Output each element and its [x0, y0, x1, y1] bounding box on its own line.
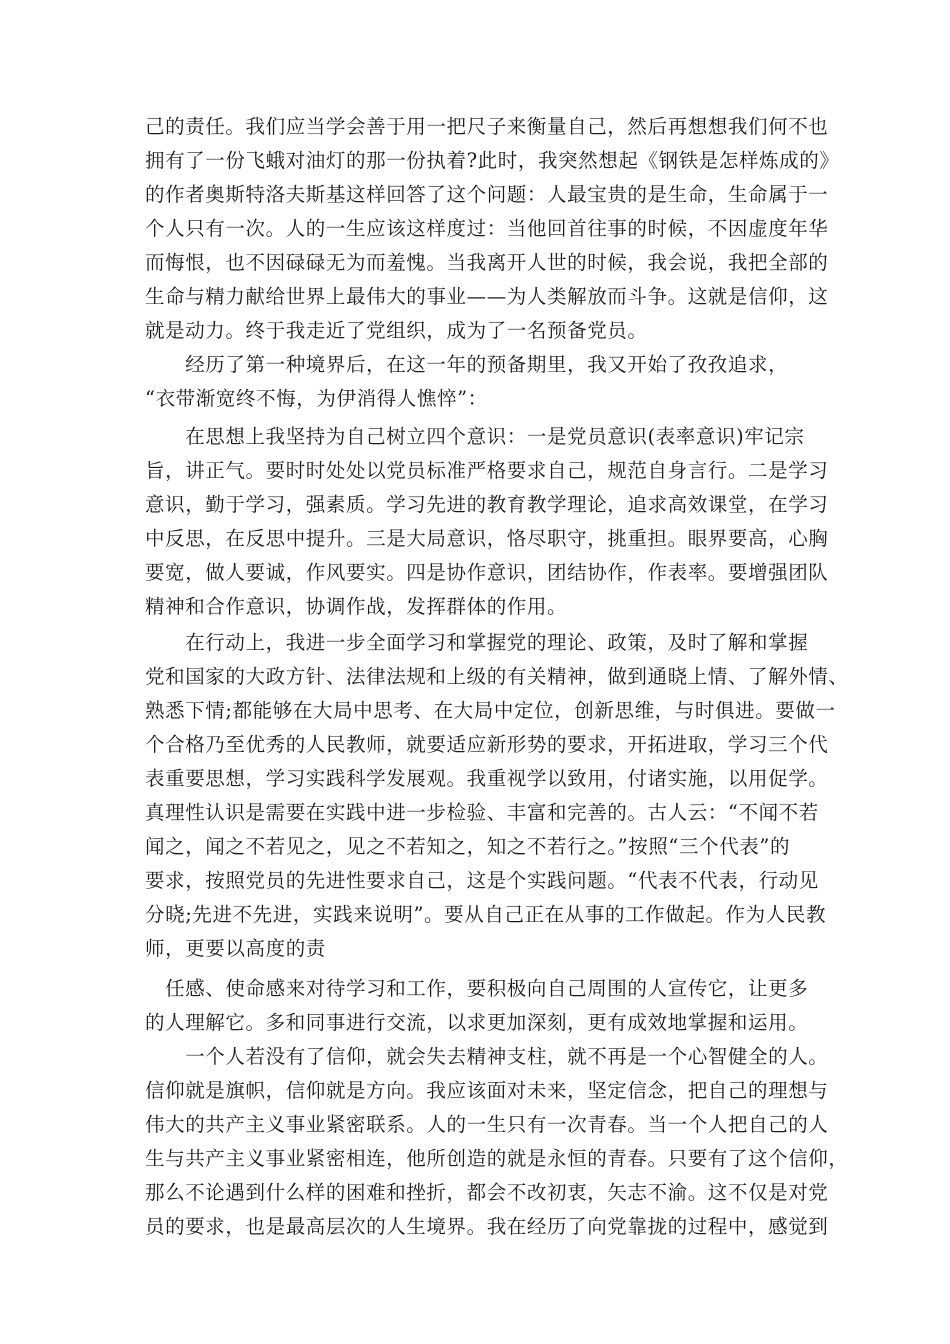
text-line: 精神和合作意识，协调作战，发挥群体的作用。 — [145, 595, 568, 618]
text-line: 经历了第一种境界后，在这一年的预备期里，我又开始了孜孜追求， — [145, 353, 789, 376]
text-line: 一个人若没有了信仰，就会失去精神支柱，就不再是一个心智健全的人。 — [145, 1045, 829, 1068]
text-line: 在思想上我坚持为自己树立四个意识：一是党员意识(表率意识)牢记宗 — [145, 425, 805, 448]
text-line: 意识，勤于学习，强素质。学习先进的教育教学理论，追求高效课堂，在学习 — [145, 493, 829, 516]
paragraph-3 — [145, 420, 828, 624]
text-line: 拥有了一份飞蛾对油灯的那一份执着?此时，我突然想起《钢铁是怎样炼成的》 — [145, 149, 840, 172]
paragraph-1 — [145, 110, 839, 348]
text-line: 那么不论遇到什么样的困难和挫折，都会不改初衷，矢志不渝。这不仅是对党 — [145, 1181, 829, 1204]
text-line: 员的要求，也是最高层次的人生境界。我在经历了向党靠拢的过程中，感觉到 — [145, 1215, 829, 1238]
text-line: 师，更要以高度的责 — [145, 937, 326, 960]
text-line: 己的责任。我们应当学会善于用一把尺子来衡量自己，然后再想想我们何不也 — [145, 115, 829, 138]
text-line: 闻之，闻之不若见之，见之不若知之，知之不若行之。”按照“三个代表”的 — [145, 835, 791, 858]
text-line: 要宽，做人要诚，作风要实。四是协作意识，团结协作，作表率。要增强团队 — [145, 561, 829, 584]
text-line: 个人只有一次。人的一生应该这样度过：当他回首往事的时候，不因虚度年华 — [145, 217, 829, 240]
text-line: 生与共产主义事业紧密相连，他所创造的就是永恒的青春。只要有了这个信仰， — [145, 1147, 849, 1170]
paragraph-4 — [145, 626, 849, 966]
text-line: 分晓;先进不先进，实践来说明”。要从自己正在从事的工作做起。作为人民教 — [145, 903, 827, 926]
text-line: 的人理解它。多和同事进行交流，以求更加深刻，更有成效地掌握和运用。 — [145, 1011, 809, 1034]
text-line: 表重要思想，学习实践科学发展观。我重视学以致用，付诸实施，以用促学。 — [145, 767, 829, 790]
text-line: 信仰就是旗帜，信仰就是方向。我应该面对未来，坚定信念，把自己的理想与 — [145, 1079, 829, 1102]
text-line: 的作者奥斯特洛夫斯基这样回答了这个问题：人最宝贵的是生命，生命属于一 — [145, 183, 829, 206]
text-line: 要求，按照党员的先进性要求自己，这是个实践问题。“代表不代表，行动见 — [145, 869, 819, 892]
text-line: 任感、使命感来对待学习和工作，要积极向自己周围的人宣传它，让更多 — [145, 977, 809, 1000]
text-line: 旨，讲正气。要时时处处以党员标准严格要求自己，规范自身言行。二是学习 — [145, 459, 829, 482]
text-line: 而悔恨，也不因碌碌无为而羞愧。当我离开人世的时候，我会说，我把全部的 — [145, 251, 829, 274]
paragraph-6 — [145, 1040, 849, 1244]
text-line: 党和国家的大政方针、法律法规和上级的有关精神，做到通晓上情、了解外情、 — [145, 665, 849, 688]
text-line: 在行动上，我进一步全面学习和掌握党的理论、政策，及时了解和掌握 — [145, 631, 809, 654]
text-line: 真理性认识是需要在实践中进一步检验、丰富和完善的。古人云：“不闻不若 — [145, 801, 819, 824]
text-line: 个合格乃至优秀的人民教师，就要适应新形势的要求，开拓进取，学习三个代 — [145, 733, 829, 756]
paragraph-5 — [145, 972, 808, 1040]
text-line: 生命与精力献给世界上最伟大的事业——为人类解放而斗争。这就是信仰，这 — [145, 285, 829, 308]
text-line: 伟大的共产主义事业紧密联系。人的一生只有一次青春。当一个人把自己的人 — [145, 1113, 829, 1136]
text-line: 熟悉下情;都能够在大局中思考、在大局中定位，创新思维，与时俱进。要做一 — [145, 699, 836, 722]
paragraph-2 — [145, 348, 788, 416]
text-line: “衣带渐宽终不悔，为伊消得人憔悴”： — [145, 387, 488, 410]
text-line: 就是动力。终于我走近了党组织，成为了一名预备党员。 — [145, 319, 648, 342]
text-line: 中反思，在反思中提升。三是大局意识，恪尽职守，挑重担。眼界要高，心胸 — [145, 527, 829, 550]
